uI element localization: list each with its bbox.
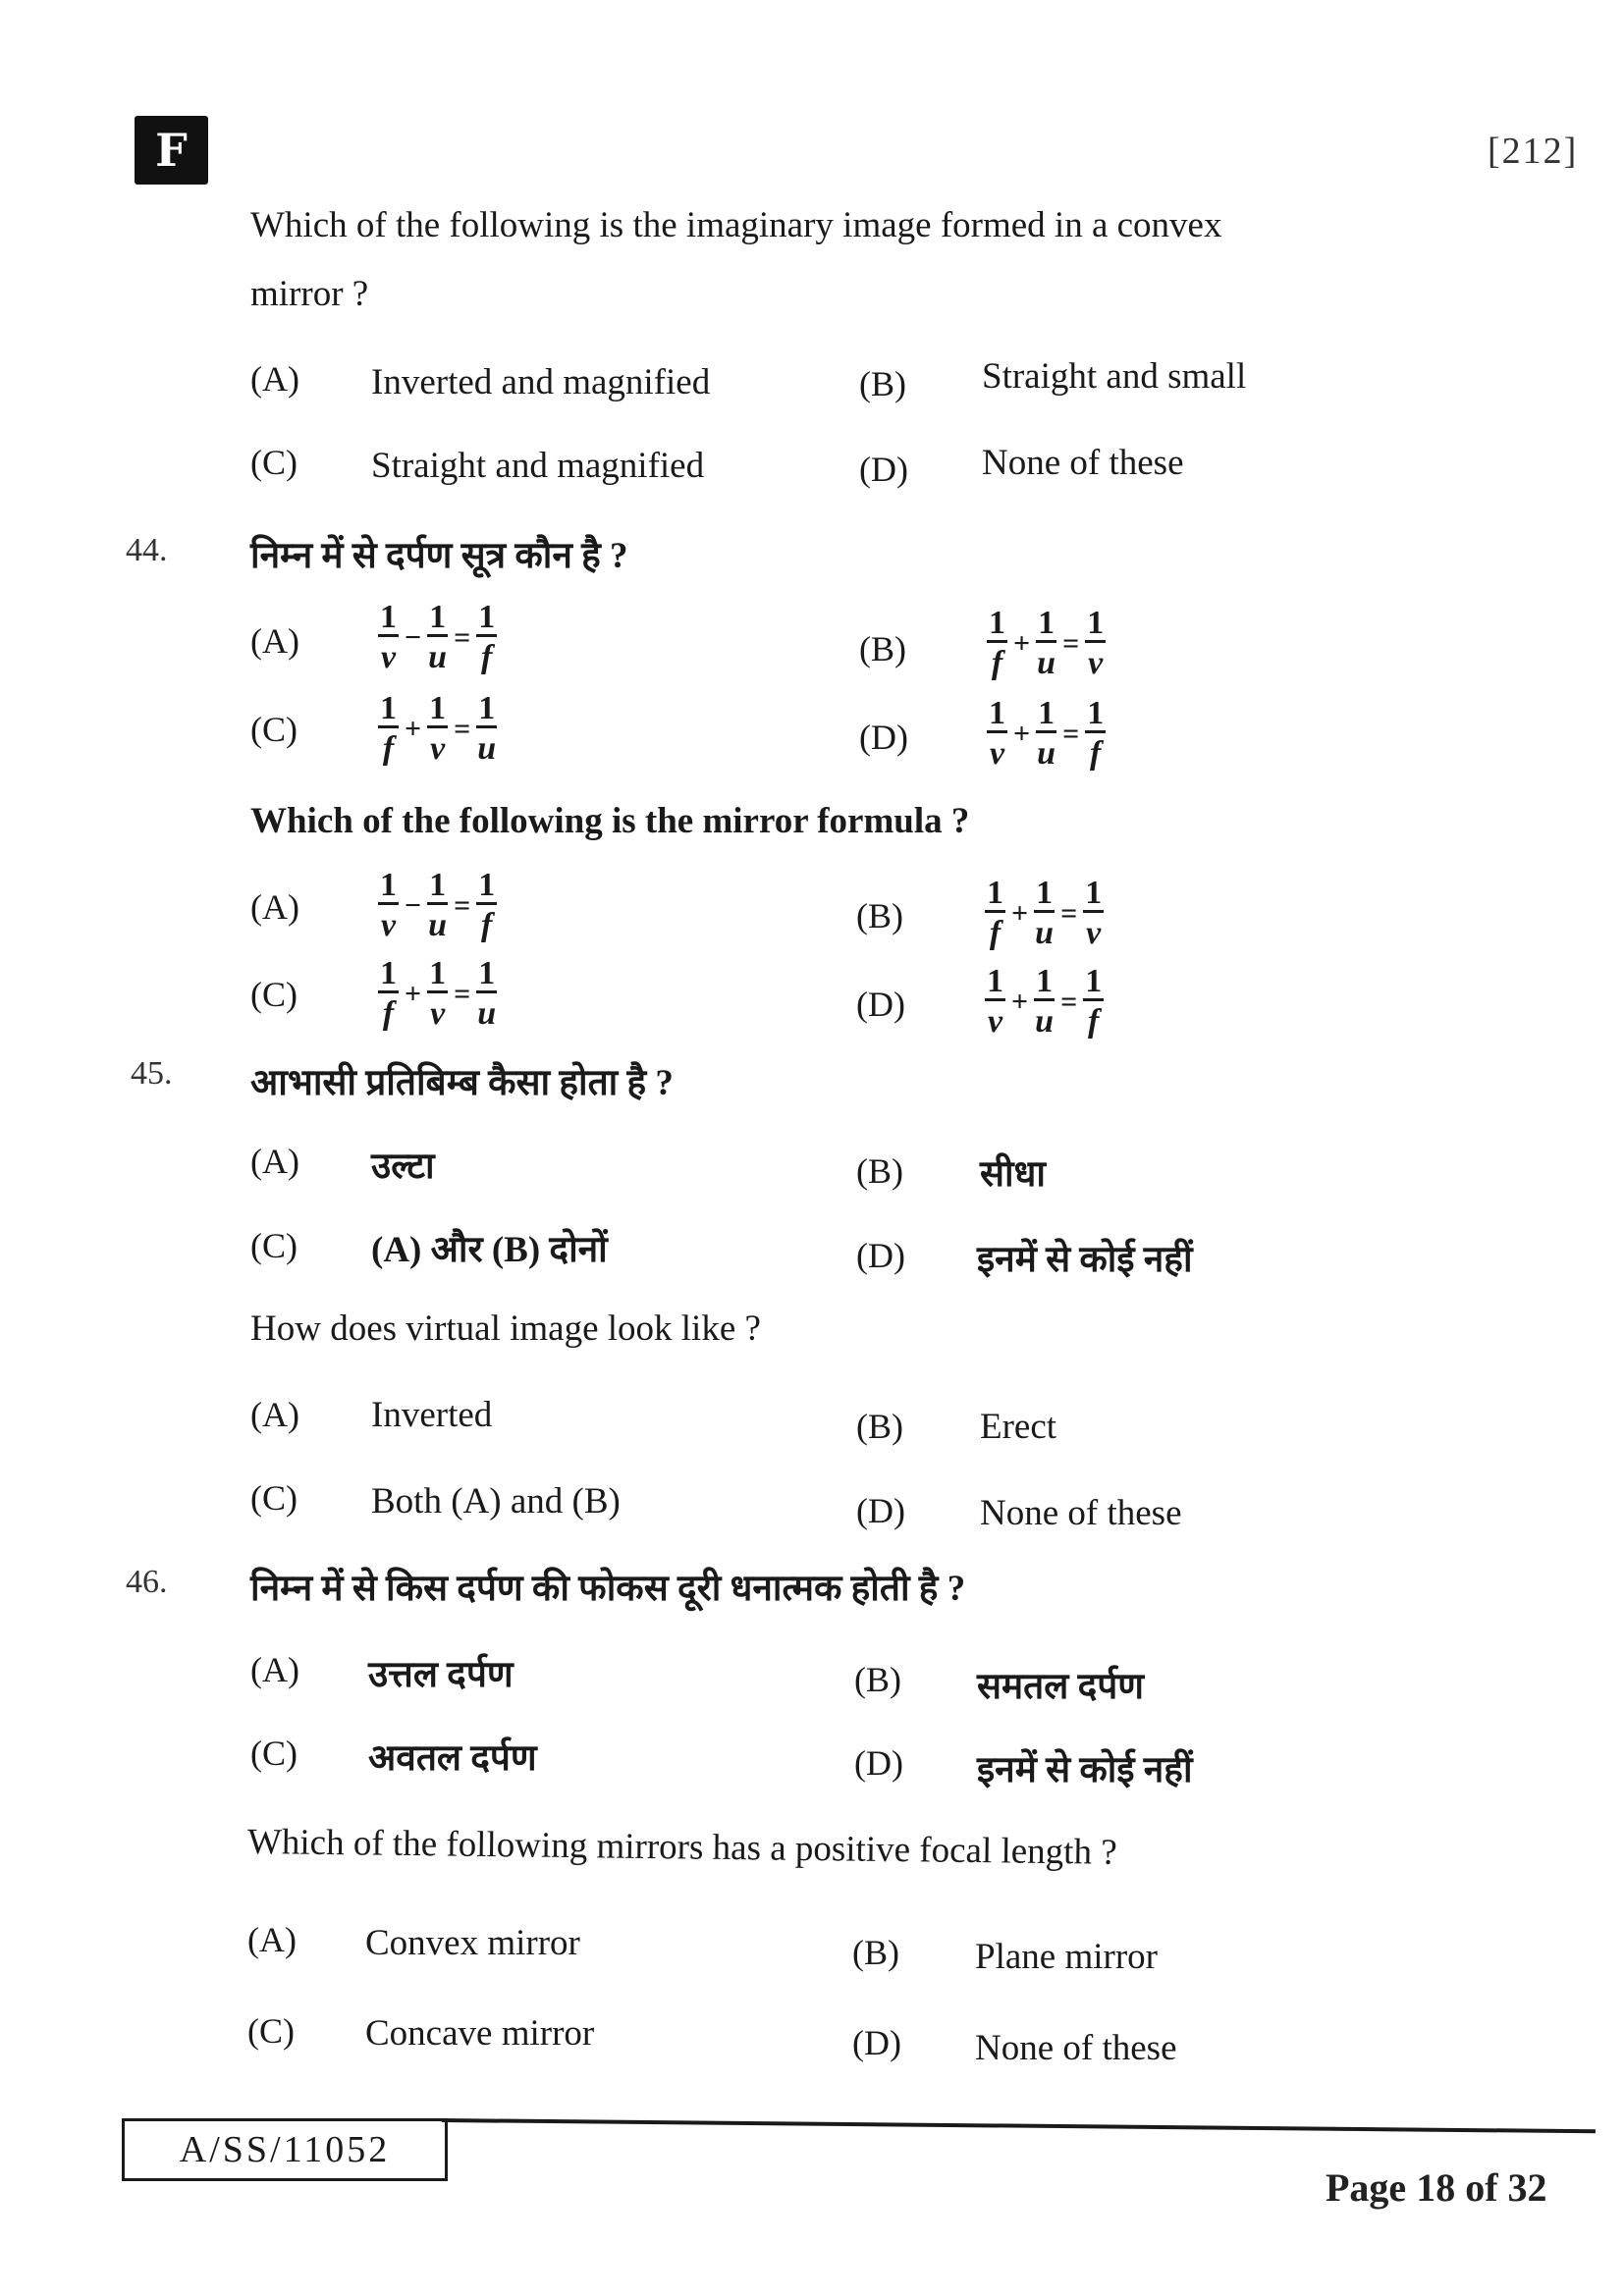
question-46-hindi: निम्न में से किस दर्पण की फोकस दूरी धनात्मक होती है ? — [250, 1569, 966, 1609]
equals-sign: = — [1060, 896, 1078, 930]
denominator: f — [481, 907, 493, 943]
footer-divider — [442, 2118, 1596, 2133]
numerator: 1 — [429, 955, 447, 991]
q45-hi-option-c-label: (C) — [250, 1226, 298, 1265]
numerator: 1 — [989, 605, 1005, 641]
q45-hi-option-a-text: उल्टा — [371, 1147, 435, 1187]
q43-option-b-label: (B) — [859, 364, 906, 403]
numerator: 1 — [1085, 963, 1103, 999]
q44-en-option-d-label: (D) — [856, 985, 905, 1024]
equals-sign: = — [454, 620, 471, 654]
numerator: 1 — [380, 955, 397, 991]
q46-hi-option-a-text: उत्तल दर्पण — [368, 1655, 514, 1695]
q45-hi-option-a-label: (A) — [250, 1142, 299, 1181]
q43-option-a-text: Inverted and magnified — [371, 362, 711, 402]
operator: + — [1013, 717, 1031, 750]
denominator: f — [382, 995, 395, 1032]
denominator: v — [430, 730, 446, 767]
q44-en-option-b-label: (B) — [856, 896, 903, 935]
denominator: v — [989, 735, 1005, 772]
question-45-number: 45. — [131, 1055, 173, 1092]
equals-sign: = — [454, 712, 471, 745]
numerator: 1 — [989, 695, 1005, 731]
q44-hi-option-a-formula — [378, 601, 497, 674]
q44-hi-option-d-label: (D) — [859, 718, 908, 757]
equals-sign: = — [1060, 985, 1078, 1018]
equals-sign: = — [1062, 626, 1080, 660]
denominator: u — [428, 907, 448, 943]
q44-en-option-d-formula — [985, 965, 1104, 1039]
q45-hi-option-d-label: (D) — [856, 1236, 905, 1275]
denominator: u — [477, 730, 497, 767]
q44-en-option-a-label: (A) — [250, 887, 299, 927]
denominator: u — [1037, 645, 1056, 681]
q44-en-option-a-formula — [378, 869, 497, 942]
q44-hi-option-c-label: (C) — [250, 710, 298, 749]
numerator: 1 — [1087, 605, 1105, 641]
denominator: f — [991, 645, 1003, 681]
q46-en-option-d-text: None of these — [975, 2028, 1177, 2068]
numerator: 1 — [1036, 875, 1054, 911]
q45-hi-option-b-label: (B) — [856, 1151, 903, 1191]
denominator: u — [477, 995, 497, 1032]
denominator: v — [430, 995, 446, 1032]
q43-option-c-label: (C) — [250, 443, 298, 482]
operator: + — [405, 977, 422, 1010]
q44-hi-option-b-formula — [987, 607, 1106, 680]
q43-option-c-text: Straight and magnified — [371, 446, 705, 486]
denominator: v — [1088, 645, 1104, 681]
question-43-text-line1: Which of the following is the imaginary image formed in a convex — [250, 205, 1222, 245]
page-number: Page 18 of 32 — [1326, 2165, 1547, 2210]
equals-sign: = — [1062, 717, 1080, 750]
q44-en-option-b-formula — [985, 877, 1104, 950]
q46-hi-option-d-label: (D) — [854, 1743, 903, 1783]
q45-en-option-d-text: None of these — [980, 1493, 1182, 1533]
q44-en-option-c-label: (C) — [250, 975, 298, 1014]
numerator: 1 — [380, 599, 397, 635]
numerator: 1 — [1087, 695, 1105, 731]
numerator: 1 — [1038, 605, 1056, 641]
numerator: 1 — [987, 963, 1003, 999]
q43-option-a-label: (A) — [250, 359, 299, 399]
q45-hi-option-c-text: (A) और (B) दोनों — [371, 1230, 608, 1270]
q46-hi-option-b-label: (B) — [854, 1660, 901, 1699]
q46-en-option-b-label: (B) — [852, 1933, 899, 1972]
denominator: v — [380, 907, 397, 943]
q46-hi-option-c-label: (C) — [250, 1734, 298, 1773]
q43-option-d-label: (D) — [859, 450, 908, 489]
q46-en-option-a-text: Convex mirror — [365, 1923, 580, 1963]
equals-sign: = — [454, 888, 471, 922]
numerator: 1 — [429, 690, 447, 726]
numerator: 1 — [478, 955, 496, 991]
numerator: 1 — [1085, 875, 1103, 911]
numerator: 1 — [429, 599, 447, 635]
denominator: f — [481, 639, 493, 675]
q46-hi-option-b-text: समतल दर्पण — [977, 1667, 1144, 1707]
operator: − — [405, 888, 422, 922]
numerator: 1 — [429, 867, 447, 903]
operator: + — [1011, 896, 1029, 930]
question-44-hindi: निम्न में से दर्पण सूत्र कौन है ? — [250, 536, 628, 576]
equals-sign: = — [454, 977, 471, 1010]
q43-option-d-text: None of these — [982, 443, 1184, 483]
operator: + — [405, 712, 422, 745]
page-code: [212] — [1488, 131, 1579, 172]
denominator: f — [989, 915, 1001, 951]
q45-en-option-c-text: Both (A) and (B) — [371, 1481, 621, 1522]
denominator: v — [1086, 915, 1102, 951]
q44-hi-option-a-label: (A) — [250, 621, 299, 661]
q46-en-option-a-label: (A) — [247, 1920, 297, 1959]
q44-hi-option-c-formula — [378, 692, 497, 766]
operator: − — [405, 620, 422, 654]
q44-hi-option-d-formula — [987, 697, 1106, 771]
q45-en-option-c-label: (C) — [250, 1478, 298, 1518]
q45-en-option-d-label: (D) — [856, 1491, 905, 1530]
numerator: 1 — [380, 690, 397, 726]
q46-en-option-b-text: Plane mirror — [975, 1937, 1158, 1977]
q45-hi-option-b-text: सीधा — [980, 1154, 1046, 1195]
q43-option-b-text: Straight and small — [982, 356, 1247, 397]
numerator: 1 — [1036, 963, 1054, 999]
denominator: u — [428, 639, 448, 675]
denominator: u — [1037, 735, 1056, 772]
denominator: v — [380, 639, 397, 675]
numerator: 1 — [380, 867, 397, 903]
paper-code-box: A/SS/11052 — [122, 2118, 448, 2181]
operator: + — [1011, 985, 1029, 1018]
numerator: 1 — [987, 875, 1003, 911]
denominator: f — [382, 730, 395, 767]
q46-en-option-d-label: (D) — [852, 2023, 901, 2062]
q46-hi-option-d-text: इनमें से कोई नहीं — [977, 1750, 1193, 1790]
denominator: u — [1035, 1003, 1055, 1040]
set-label-badge: F — [135, 116, 208, 185]
operator: + — [1013, 626, 1031, 660]
denominator: f — [1088, 1003, 1100, 1040]
q45-hi-option-d-text: इनमें से कोई नहीं — [977, 1240, 1193, 1280]
q46-en-option-c-label: (C) — [247, 2011, 295, 2051]
q45-en-option-a-label: (A) — [250, 1395, 299, 1434]
q45-en-option-a-text: Inverted — [371, 1395, 493, 1435]
question-46-english: Which of the following mirrors has a positive focal length ? — [246, 1822, 1117, 1873]
question-45-english: How does virtual image look like ? — [250, 1308, 761, 1349]
question-46-number: 46. — [126, 1564, 168, 1600]
question-44-number: 44. — [126, 532, 168, 568]
q44-hi-option-b-label: (B) — [859, 629, 906, 668]
q45-en-option-b-label: (B) — [856, 1407, 903, 1446]
q44-en-option-c-formula — [378, 957, 497, 1031]
q45-en-option-b-text: Erect — [980, 1407, 1057, 1447]
question-44-english: Which of the following is the mirror formula ? — [250, 801, 970, 841]
denominator: f — [1090, 735, 1102, 772]
denominator: u — [1035, 915, 1055, 951]
numerator: 1 — [478, 690, 496, 726]
numerator: 1 — [1038, 695, 1056, 731]
numerator: 1 — [478, 867, 496, 903]
q46-en-option-c-text: Concave mirror — [365, 2013, 595, 2054]
q46-hi-option-c-text: अवतल दर्पण — [368, 1738, 537, 1779]
denominator: v — [987, 1003, 1003, 1040]
question-43-text-line2: mirror ? — [250, 274, 369, 314]
q46-hi-option-a-label: (A) — [250, 1650, 299, 1689]
question-45-hindi: आभासी प्रतिबिम्ब कैसा होता है ? — [250, 1063, 674, 1103]
numerator: 1 — [478, 599, 496, 635]
